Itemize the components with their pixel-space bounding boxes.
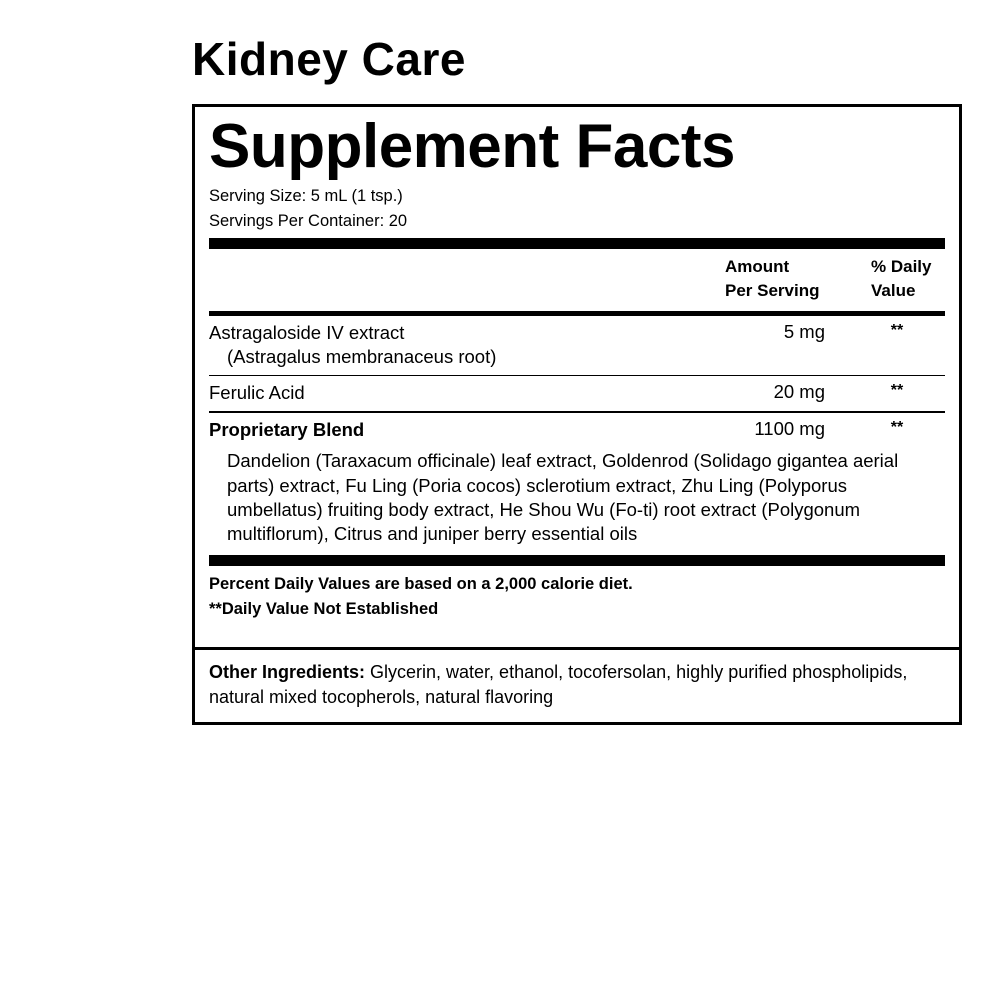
dv-header-line2: Value bbox=[871, 280, 916, 300]
ingredient-source: (Astragalus membranaceus root) bbox=[227, 346, 497, 368]
table-row bbox=[209, 316, 945, 375]
page-title: Kidney Care bbox=[192, 33, 466, 85]
ingredient-name: Proprietary Blend bbox=[209, 418, 365, 440]
panel-spacer bbox=[209, 633, 945, 647]
column-headers bbox=[209, 249, 945, 311]
ingredient-daily-value: ** bbox=[890, 382, 904, 400]
ingredient-name: Ferulic Acid bbox=[209, 382, 305, 404]
rule-thick-top bbox=[209, 238, 945, 249]
supplement-facts-panel bbox=[192, 104, 962, 725]
supplement-facts-heading: Supplement Facts bbox=[209, 112, 735, 181]
ingredient-daily-value: ** bbox=[890, 418, 904, 436]
servings-per-container: Servings Per Container: 20 bbox=[209, 211, 408, 230]
other-ingredients bbox=[209, 650, 945, 722]
amount-per-serving-header bbox=[725, 255, 820, 303]
amount-header-line2: Per Serving bbox=[725, 280, 820, 300]
serving-size: Serving Size: 5 mL (1 tsp.) bbox=[209, 187, 403, 206]
daily-value-header bbox=[871, 255, 931, 303]
footnotes bbox=[209, 566, 945, 633]
ingredient-amount: 20 mg bbox=[773, 381, 825, 403]
ingredient-amount: 5 mg bbox=[783, 320, 825, 342]
table-row bbox=[209, 376, 945, 411]
amount-header-line1: Amount bbox=[725, 256, 790, 276]
serving-info bbox=[209, 184, 945, 234]
rule-thick-bottom bbox=[209, 555, 945, 566]
footnote-daily-values: Percent Daily Values are based on a 2,000 calorie diet. bbox=[209, 574, 633, 593]
ingredient-daily-value: ** bbox=[890, 321, 904, 339]
ingredient-amount: 1100 mg bbox=[754, 417, 825, 439]
proprietary-blend-description: Dandelion (Taraxacum officinale) leaf extract, Goldenrod (Solidago gigantea aerial parts) extract, Fu Ling (Poria cocos) sclerotium extract, Zhu Ling (Polyporus umbellatus) fruiting body extract, He Shou Wu (Fo-ti) root extract (Polygonum multiflorum), Citrus and juniper berry essential oils bbox=[227, 450, 899, 545]
table-row bbox=[209, 413, 945, 448]
other-ingredients-label: Other Ingredients: bbox=[209, 661, 366, 682]
ingredient-name: Astragaloside IV extract bbox=[209, 321, 405, 343]
dv-header-line1: % Daily bbox=[871, 256, 932, 276]
other-ingredients-text: Glycerin, water, ethanol, tocofersolan, highly purified phospholipids, natural mixed tocopherols, natural flavoring bbox=[209, 661, 908, 708]
footnote-dv-not-established: **Daily Value Not Established bbox=[209, 600, 439, 619]
